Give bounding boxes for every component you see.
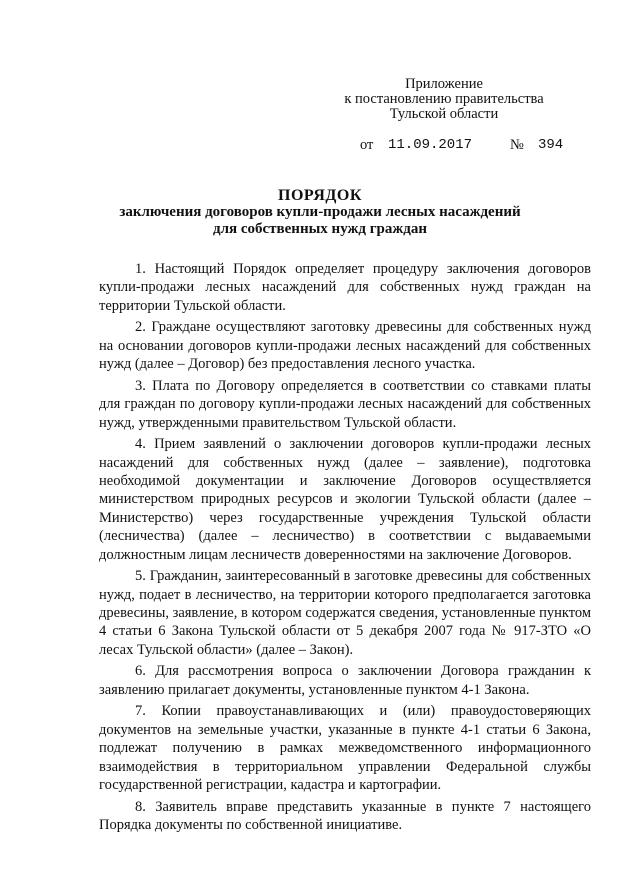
paragraph-3: 3. Плата по Договору определяется в соответствии со ставками платы для граждан по договору купли-продажи лесных насаждений для собственных нужд, утвержденными правительством Тульской области.	[99, 377, 591, 431]
paragraph-4: 4. Прием заявлений о заключении договоров купли-продажи лесных насаждений для собственных нужд (далее – заявление), подготовка необходимой документации и заключение Договоров осуществляется министерством природных ресурсов и экологии Тульской области (далее – Министерство) через государственные учреждения Тульской области (лесничества) (далее – лесничество) в соответствии с выдаваемыми должностным лицам лесничеств доверенностями на заключение Договоров.	[99, 436, 591, 563]
paragraph-6: 6. Для рассмотрения вопроса о заключении Договора гражданин к заявлению прилагает документы, установленные пунктом 4-1 Закона.	[99, 663, 591, 698]
paragraph-7: 7. Копии правоустанавливающих и (или) правоудостоверяющих документов на земельные участки, указанные в пункте 4-1 статьи 6 Закона, подлежат получению в рамках межведомственного информационного взаимодействия в территориальном управлении Федеральной службы государственной регистрации, кадастра и картографии.	[99, 703, 591, 794]
document-date-number	[360, 137, 570, 154]
document-title	[100, 187, 540, 238]
document-body	[99, 260, 591, 838]
paragraph-5: 5. Гражданин, заинтересованный в заготовке древесины для собственных нужд, подает в лесничество, на территории которого предполагается заготовка древесины, заявление, в котором содержатся сведения, установленные пунктом 4 статьи 6 Закона Тульской области от 5 декабря 2007 года № 917-ЗТО «О лесах Тульской области» (далее – Закон).	[99, 568, 591, 658]
paragraph-1: 1. Настоящий Порядок определяет процедуру заключения договоров купли-продажи лесных насаждений для собственных нужд граждан на территории Тульской области.	[99, 261, 591, 314]
appendix-label: Приложение	[405, 76, 483, 92]
paragraph-8: 8. Заявитель вправе представить указанные в пункте 7 настоящего Порядка документы по собственной инициативе.	[99, 798, 591, 834]
appendix-region: Тульской области	[389, 106, 499, 122]
number-sign: №	[510, 137, 524, 153]
date-prefix: от	[360, 137, 374, 153]
title-line-2: заключения договоров купли-продажи лесных насаждений	[119, 204, 521, 220]
appendix-block	[324, 77, 564, 122]
title-line-3: для собственных нужд граждан	[213, 221, 427, 237]
document-number: 394	[538, 137, 564, 153]
document-date: 11.09.2017	[388, 137, 473, 153]
appendix-resolution: к постановлению правительства	[344, 91, 544, 107]
title-main: ПОРЯДОК	[278, 187, 362, 204]
paragraph-2: 2. Граждане осуществляют заготовку древесины для собственных нужд на основании договоров купли-продажи лесных насаждений для собственных нужд (далее – Договор) без предоставления лесного участка.	[99, 319, 591, 373]
